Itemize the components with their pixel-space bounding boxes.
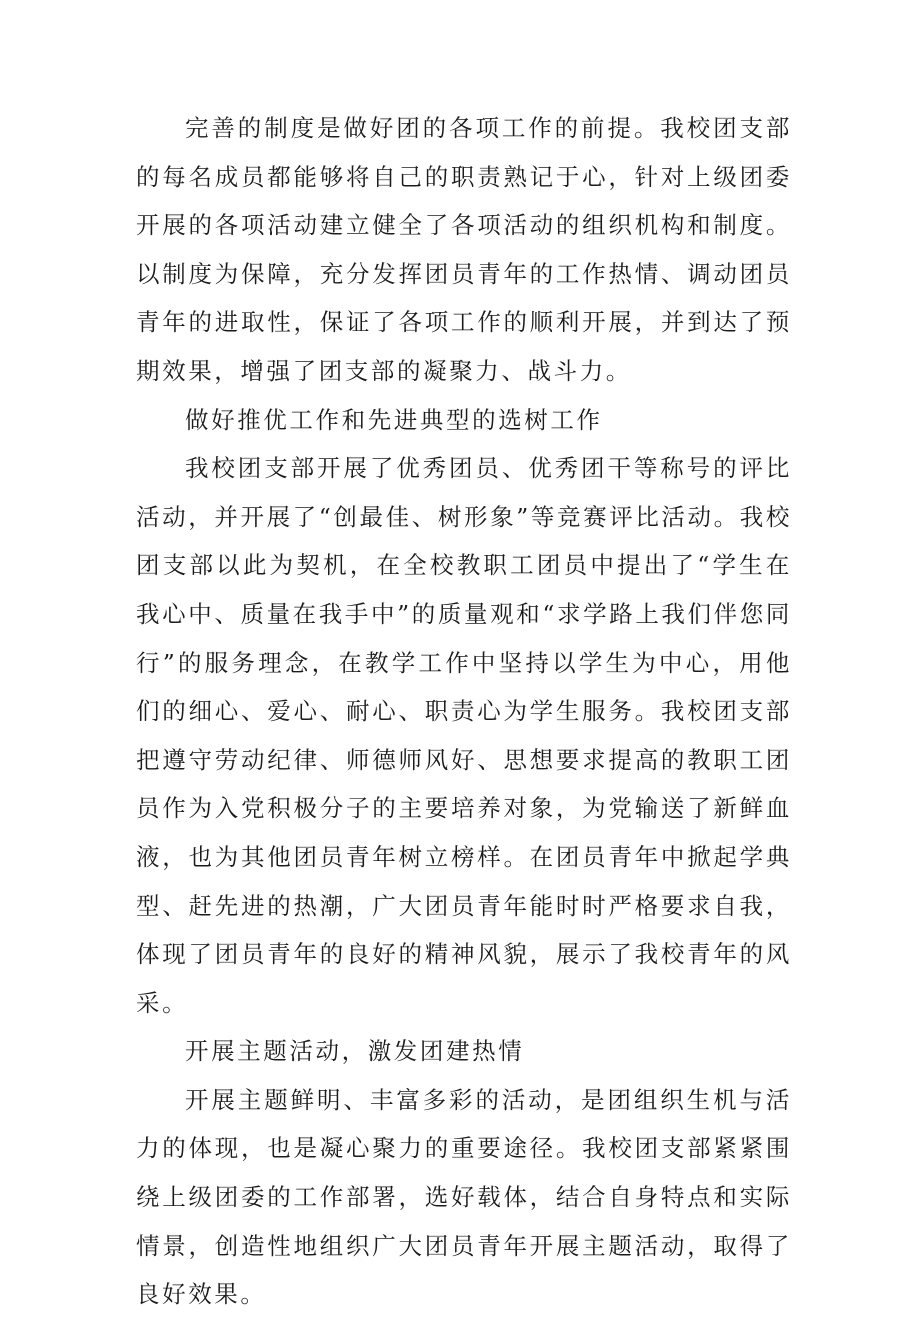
paragraph-recommend-excellent: 我校团支部开展了优秀团员、优秀团干等称号的评比活动，并开展了“创最佳、树形象”等竞赛评比活动。我校团支部以此为契机，在全校教职工团员中提出了“学生在我心中、质量在我手中”的质量观和“求学路上我们伴您同行”的服务理念，在教学工作中坚持以学生为中心，用他们的细心、爱心、耐心、职责心为学生服务。我校团支部把遵守劳动纪律、师德师风好、思想要求提高的教职工团员作为入党积极分子的主要培养对象，为党输送了新鲜血液，也为其他团员青年树立榜样。在团员青年中掀起学典型、赶先进的热潮，广大团员青年能时时严格要求自我，体现了团员青年的良好的精神风貌，展示了我校青年的风采。	[136, 454, 792, 1017]
section-heading-theme-activities: 开展主题活动，激发团建热情	[185, 1037, 525, 1066]
paragraph-institutional-system: 完善的制度是做好团的各项工作的前提。我校团支部的每名成员都能够将自己的职责熟记于心，针对上级团委开展的各项活动建立健全了各项活动的组织机构和制度。以制度为保障，充分发挥团员青年的工作热情、调动团员青年的进取性，保证了各项工作的顺利开展，并到达了预期效果，增强了团支部的凝聚力、战斗力。	[136, 114, 792, 385]
paragraph-theme-activities: 开展主题鲜明、丰富多彩的活动，是团组织生机与活力的体现，也是凝心聚力的重要途径。我校团支部紧紧围绕上级团委的工作部署，选好载体，结合自身特点和实际情景，创造性地组织广大团员青年开展主题活动，取得了良好效果。	[136, 1085, 792, 1309]
document-page	[136, 104, 792, 1319]
section-heading-recommend-excellent: 做好推优工作和先进典型的选树工作	[185, 405, 603, 434]
